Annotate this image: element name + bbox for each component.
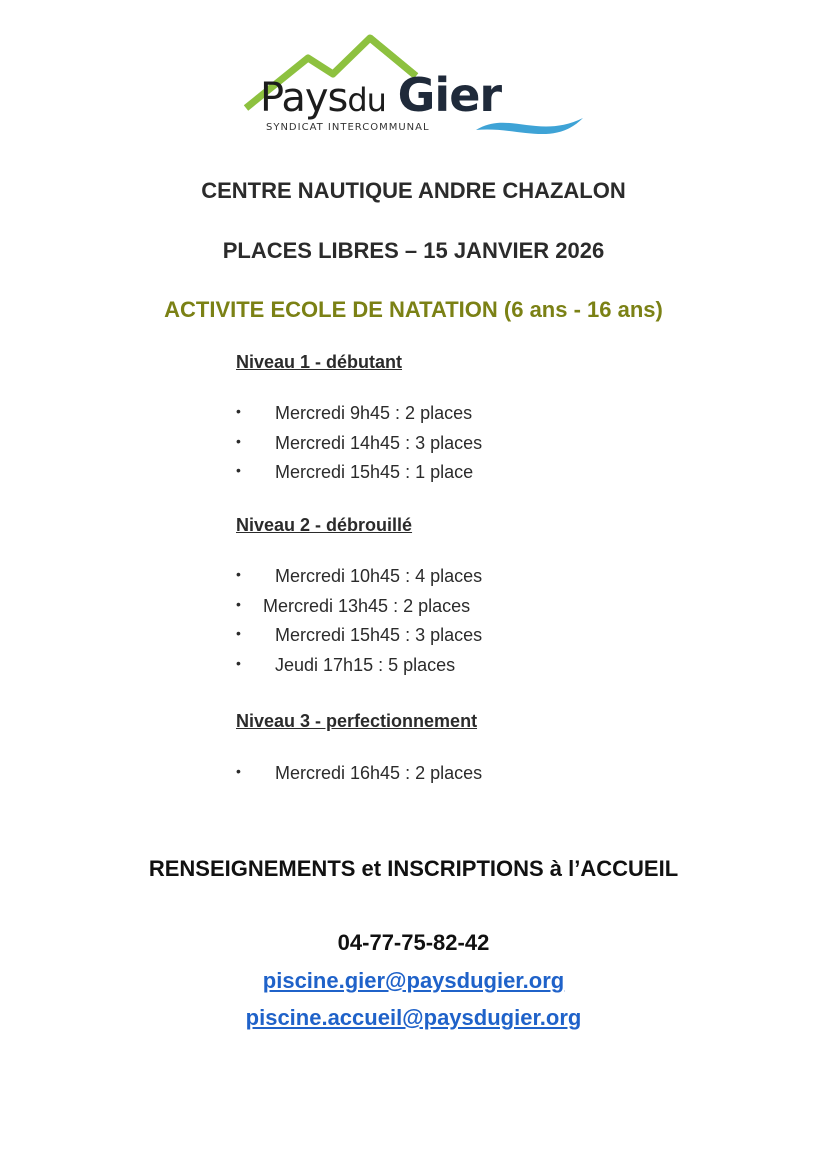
activity-heading: ACTIVITE ECOLE DE NATATION (6 ans - 16 ans)	[164, 297, 663, 322]
logo-word-du: du	[347, 81, 386, 119]
bullet-icon: •	[236, 654, 241, 671]
level-3-title: Niveau 3 - perfectionnement	[236, 711, 478, 731]
slot-text: Mercredi 15h45 : 1 place	[275, 462, 474, 482]
email-line-1	[0, 968, 827, 994]
availability-date-heading: PLACES LIBRES – 15 JANVIER 2026	[222, 238, 605, 263]
logo-word-pays: Pays	[260, 75, 348, 121]
contact-heading: RENSEIGNEMENTS et INSCRIPTIONS à l’ACCUEIL	[148, 856, 679, 881]
pays-du-gier-logo	[238, 30, 588, 148]
logo-word-gier: Gier	[397, 68, 502, 122]
phone-number: 04-77-75-82-42	[337, 930, 490, 955]
centre-title: CENTRE NAUTIQUE ANDRE CHAZALON	[201, 178, 626, 203]
slot-text: Jeudi 17h15 : 5 places	[275, 654, 456, 675]
logo-subtitle: SYNDICAT INTERCOMMUNAL	[266, 122, 430, 133]
slot-text: Mercredi 14h45 : 3 places	[275, 432, 483, 453]
email-link-accueil[interactable]: piscine.accueil@paysdugier.org	[245, 1005, 582, 1030]
slot-text: Mercredi 9h45 : 2 places	[275, 403, 473, 423]
slot-text: Mercredi 13h45 : 2 places	[263, 595, 471, 616]
bullet-icon: •	[236, 403, 241, 419]
level-1-title: Niveau 1 - débutant	[236, 352, 403, 372]
bullet-icon: •	[236, 625, 241, 641]
level-2-title: Niveau 2 - débrouillé	[236, 515, 413, 535]
bullet-icon: •	[236, 763, 241, 779]
email-line-2	[0, 1005, 827, 1031]
logo-wordmark	[260, 68, 501, 122]
bullet-icon: •	[236, 432, 241, 449]
email-link-gier[interactable]: piscine.gier@paysdugier.org	[262, 968, 565, 993]
bullet-icon: •	[236, 462, 241, 478]
slot-text: Mercredi 10h45 : 4 places	[275, 566, 483, 586]
bullet-icon: •	[236, 566, 241, 582]
bullet-icon: •	[236, 595, 241, 612]
slot-text: Mercredi 15h45 : 3 places	[275, 625, 483, 645]
slot-text: Mercredi 16h45 : 2 places	[275, 763, 483, 783]
